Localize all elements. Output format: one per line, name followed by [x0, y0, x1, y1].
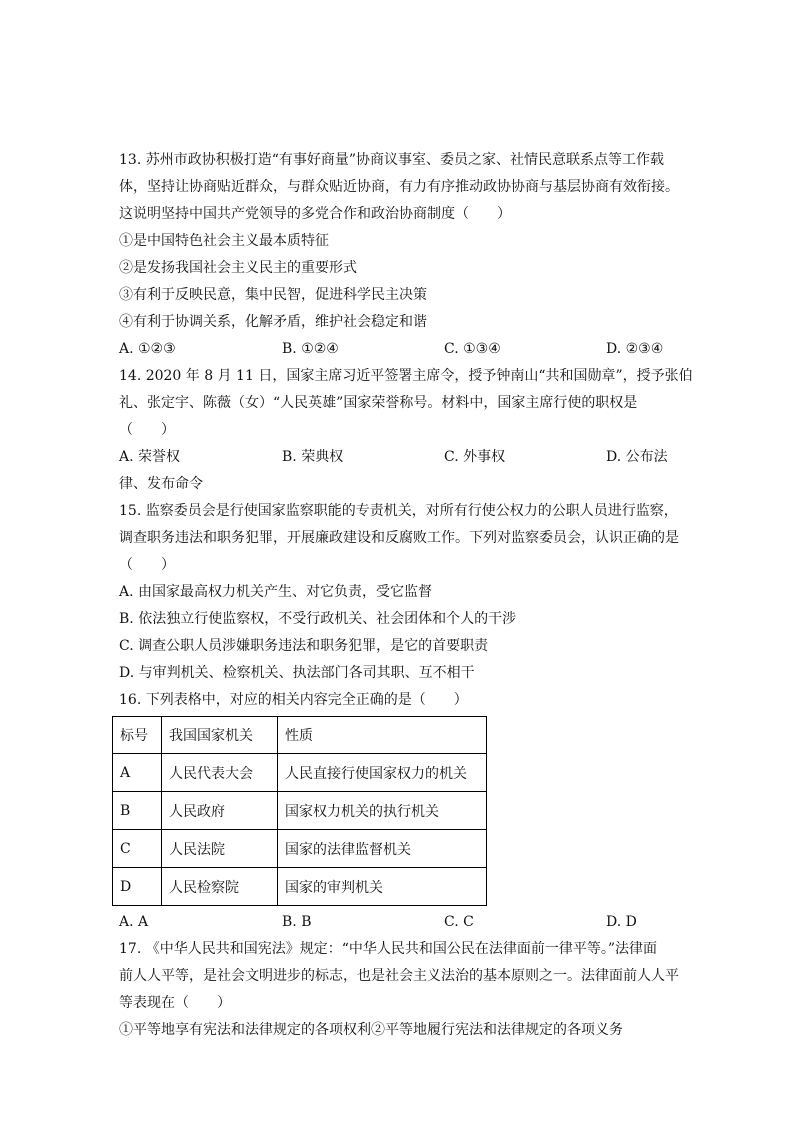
q13-line-1: 13. 苏州市政协积极打造“有事好商量”协商议事室、委员之家、社情民意联系点等工作载	[119, 152, 665, 168]
table-header-cell: 性质	[278, 717, 487, 754]
q14-line-2: 礼、张定宇、陈薇（女）“人民英雄”国家荣誉称号。材料中，国家主席行使的职权是	[119, 395, 638, 411]
q17-line-1: 17. 《中华人民共和国宪法》规定：“中华人民共和国公民在法律面前一律平等。”法律面	[119, 941, 658, 957]
table-cell: 国家权力机关的执行机关	[278, 792, 487, 830]
q13-option-d: D. ②③④	[606, 341, 664, 357]
q14-line-3: （ ）	[119, 422, 175, 438]
table-row	[113, 868, 487, 906]
table-header-cell: 标号	[113, 717, 162, 754]
q13-statement-4: ④有利于协调关系，化解矛盾，维护社会稳定和谐	[119, 314, 427, 330]
table-cell: B	[113, 792, 162, 830]
q15-option-d: D. 与审判机关、检察机关、执法部门各司其职、互不相干	[119, 665, 475, 681]
table-header-row	[113, 717, 487, 754]
table-header-cell: 我国国家机关	[162, 717, 278, 754]
q15-line-1: 15. 监察委员会是行使国家监察职能的专责机关，对所有行使公权力的公职人员进行监察，	[119, 503, 678, 519]
table-cell: 人民直接行使国家权力的机关	[278, 754, 487, 792]
q14-option-a: A. 荣誉权	[119, 449, 181, 465]
table-cell: C	[113, 830, 162, 868]
table-cell: 人民法院	[162, 830, 278, 868]
q16-option-b: B. B	[282, 914, 312, 930]
table-cell: 人民检察院	[162, 868, 278, 906]
table-row	[113, 792, 487, 830]
q14-option-d: D. 公布法	[606, 449, 668, 465]
table-cell: A	[113, 754, 162, 792]
table-cell: 国家的法律监督机关	[278, 830, 487, 868]
q13-option-a: A. ①②③	[119, 341, 176, 357]
table-row	[113, 830, 487, 868]
q17-statement-1-2: ①平等地享有宪法和法律规定的各项权利②平等地履行宪法和法律规定的各项义务	[119, 1022, 623, 1038]
q14-option-c: C. 外事权	[444, 449, 506, 465]
q14-option-d-continuation: 律、发布命令	[119, 476, 203, 492]
q13-option-b: B. ①②④	[282, 341, 339, 357]
q15-option-a: A. 由国家最高权力机关产生、对它负责，受它监督	[119, 584, 433, 600]
q16-option-d: D. D	[606, 914, 637, 930]
table-cell: 人民政府	[162, 792, 278, 830]
table-cell: 国家的审判机关	[278, 868, 487, 906]
q13-line-3: 这说明坚持中国共产党领导的多党合作和政治协商制度（ ）	[119, 206, 511, 222]
table-cell: 人民代表大会	[162, 754, 278, 792]
q15-option-b: B. 依法独立行使监察权，不受行政机关、社会团体和个人的干涉	[119, 611, 517, 627]
q16-table	[112, 716, 487, 906]
q17-line-2: 前人人平等，是社会文明进步的标志，也是社会主义法治的基本原则之一。法律面前人人平	[119, 968, 679, 984]
q13-statement-2: ②是发扬我国社会主义民主的重要形式	[119, 260, 357, 276]
table-row	[113, 754, 487, 792]
q16-option-c: C. C	[444, 914, 474, 930]
q14-line-1: 14. 2020 年 8 月 11 日，国家主席习近平签署主席令，授予钟南山“共和国勋章”，授予张伯	[119, 368, 693, 384]
q17-line-3: 等表现在（ ）	[119, 995, 231, 1011]
q16-stem: 16. 下列表格中，对应的相关内容完全正确的是（ ）	[119, 692, 468, 708]
q13-line-2: 体，坚持让协商贴近群众，与群众贴近协商，有力有序推动政协协商与基层协商有效衔接。	[119, 179, 679, 195]
q15-line-2: 调查职务违法和职务犯罪，开展廉政建设和反腐败工作。下列对监察委员会，认识正确的是	[119, 530, 679, 546]
table-cell: D	[113, 868, 162, 906]
q14-option-b: B. 荣典权	[282, 449, 344, 465]
q13-option-c: C. ①③④	[444, 341, 501, 357]
q15-line-3: （ ）	[119, 557, 175, 573]
q13-statement-3: ③有利于反映民意，集中民智，促进科学民主决策	[119, 287, 427, 303]
q15-option-c: C. 调查公职人员涉嫌职务违法和职务犯罪，是它的首要职责	[119, 638, 489, 654]
q13-statement-1: ①是中国特色社会主义最本质特征	[119, 233, 329, 249]
q16-option-a: A. A	[119, 914, 149, 930]
